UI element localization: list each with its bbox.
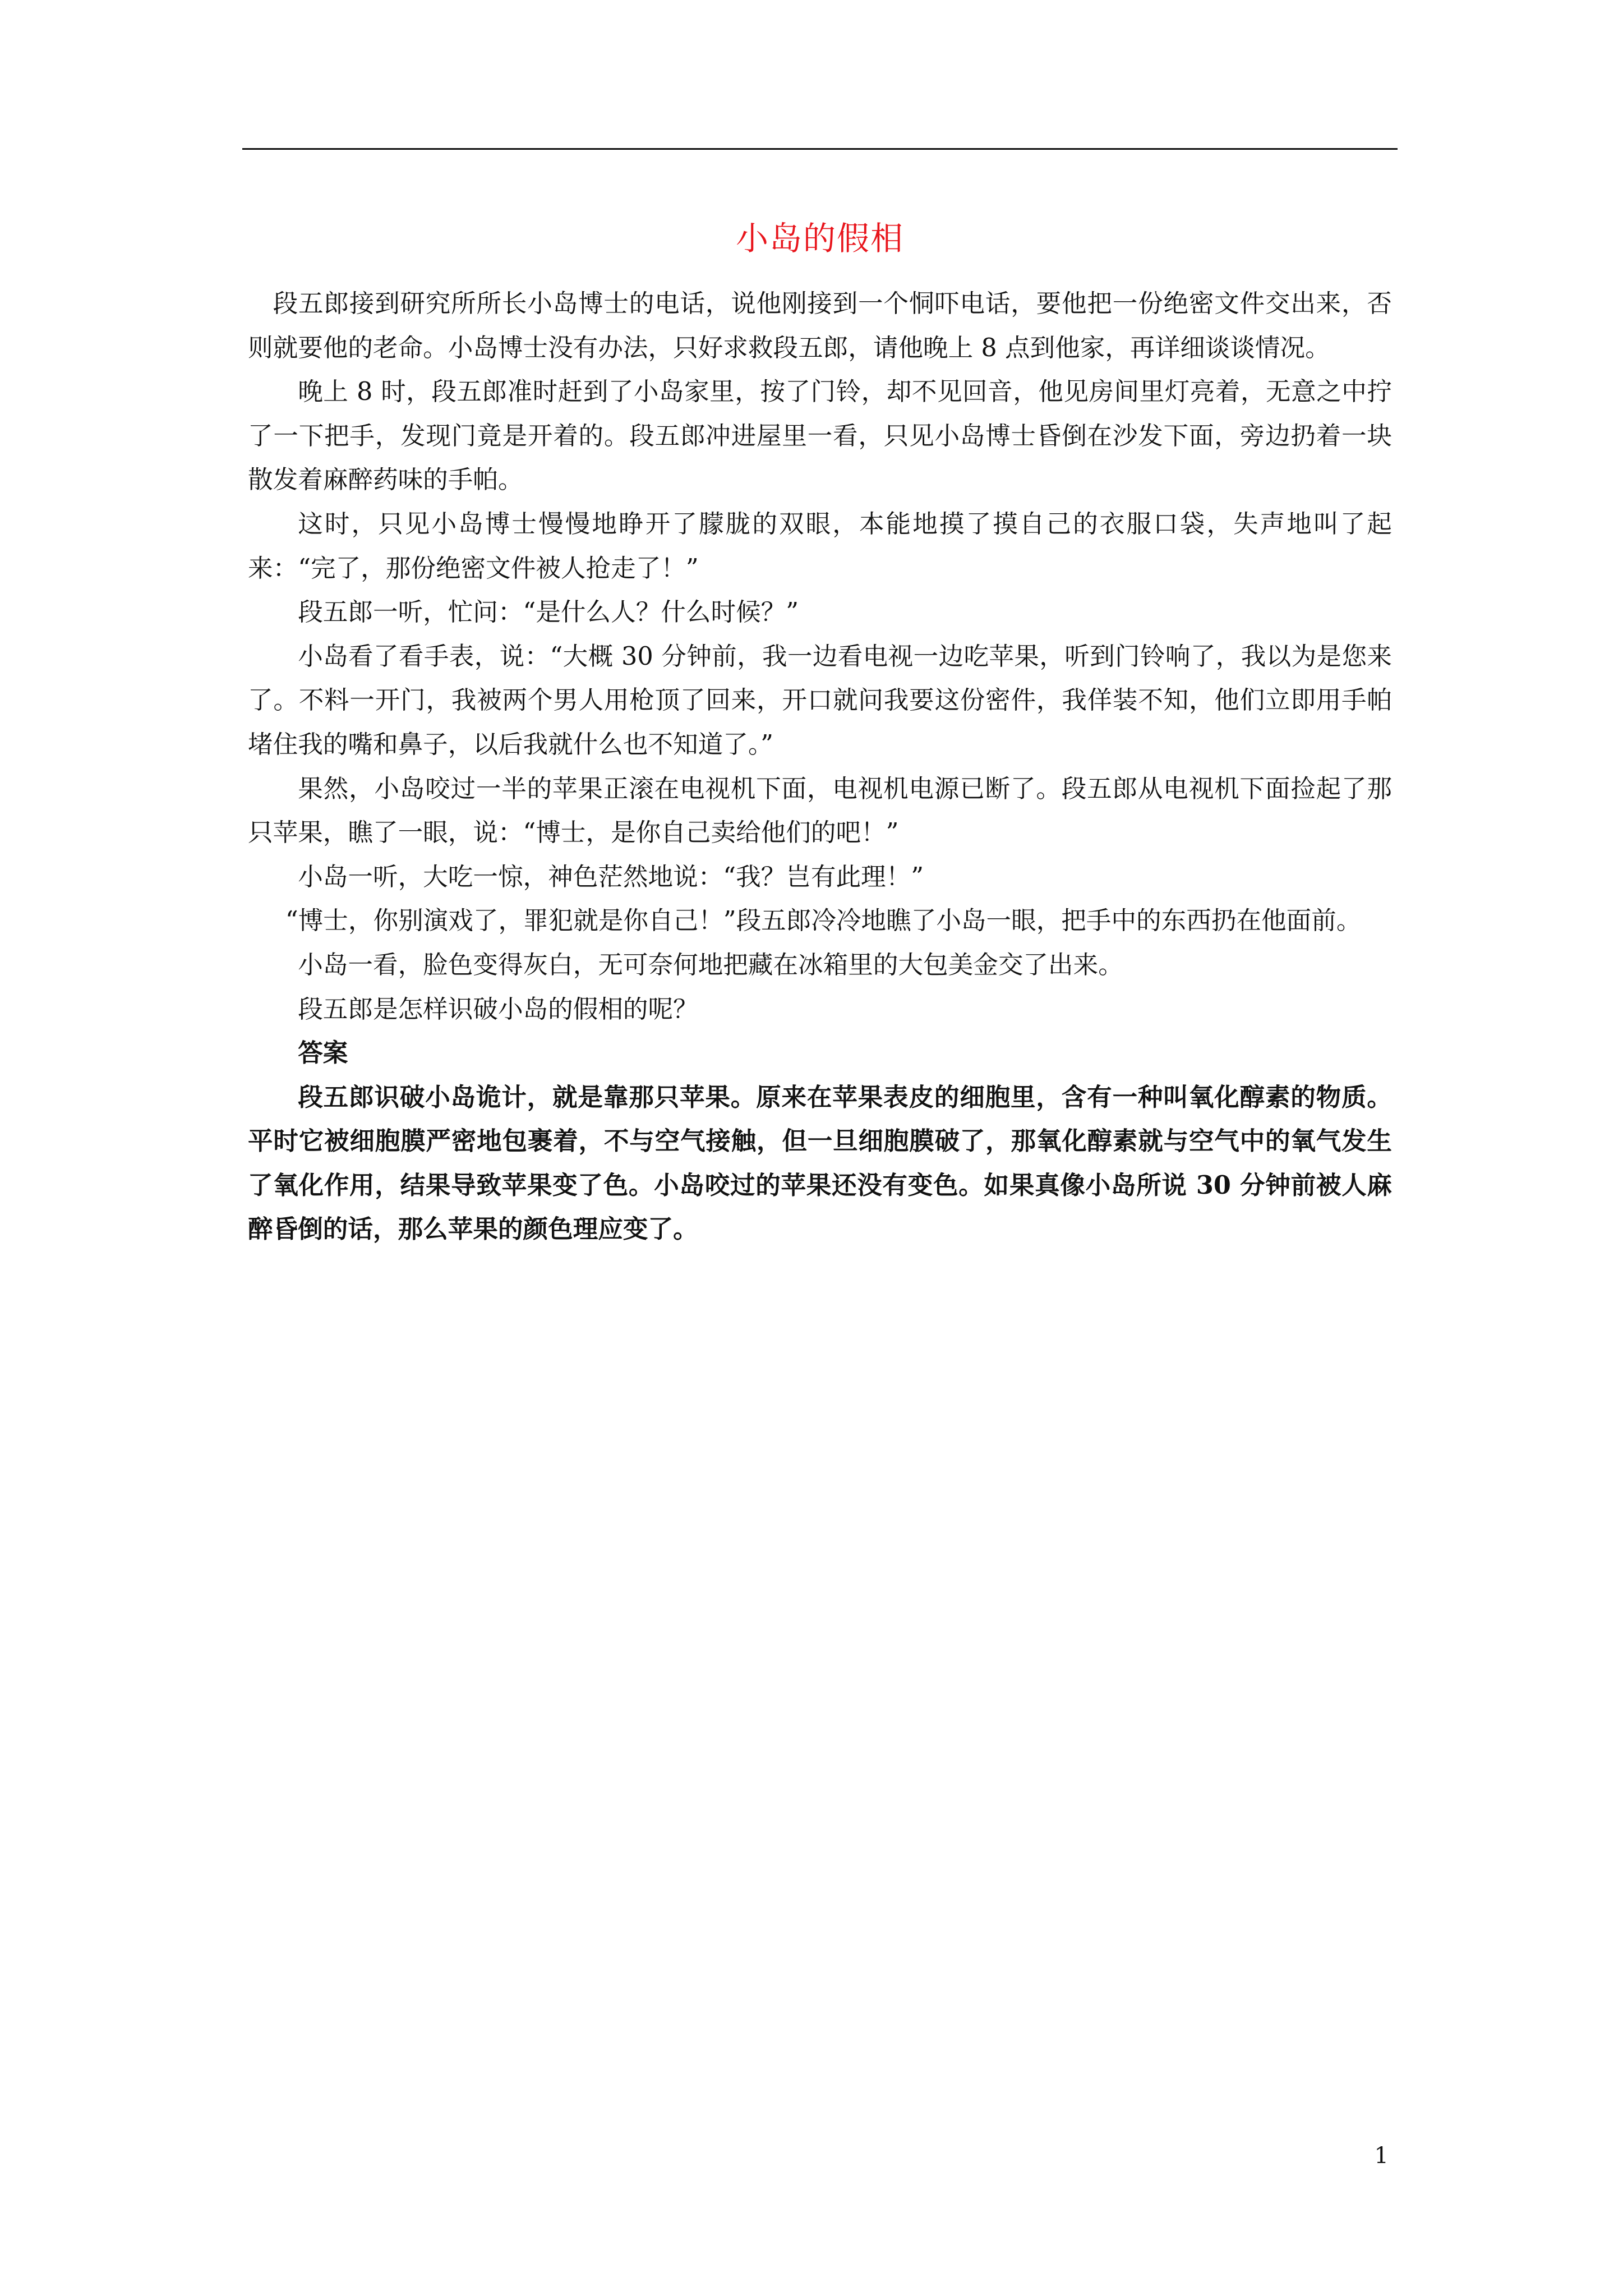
paragraph-9: 小岛一看，脸色变得灰白，无可奈何地把藏在冰箱里的大包美金交了出来。 [298,950,1123,979]
header-rule [242,148,1398,150]
paragraph-10: 段五郎是怎样识破小岛的假相的呢？ [298,994,698,1024]
paragraph-7: 小岛一听，大吃一惊，神色茫然地说：“我？岂有此理！” [298,862,924,891]
paragraph-6: 果然，小岛咬过一半的苹果正滚在电视机下面，电视机电源已断了。段五郎从电视机下面捡起了那只苹果，瞧了一眼，说：“博士，是你自己卖给他们的吧！” [248,774,1392,848]
answer-heading: 答案 [298,1038,348,1068]
paragraph-1: 段五郎接到研究所所长小岛博士的电话，说他刚接到一个恫吓电话，要他把一份绝密文件交出来，否则就要他的老命。小岛博士没有办法，只好求救段五郎，请他晚上 8 点到他家，再详细谈谈情况。 [248,289,1392,362]
page-number: 1 [1374,2143,1389,2169]
paragraph-3: 这时，只见小岛博士慢慢地睁开了朦胧的双眼，本能地摸了摸自己的衣服口袋，失声地叫了起来：“完了，那份绝密文件被人抢走了！” [248,509,1392,583]
answer-text: 段五郎识破小岛诡计，就是靠那只苹果。原来在苹果表皮的细胞里，含有一种叫氧化醇素的物质。平时它被细胞膜严密地包裹着，不与空气接触，但一旦细胞膜破了，那氧化醇素就与空气中的氧气发生了氧化作用，结果导致苹果变了色。小岛咬过的苹果还没有变色。如果真像小岛所说 30 分钟前被人麻醉昏倒的话，那么苹果的颜色理应变了。 [248,1082,1392,1244]
paragraph-8: “博士，你别演戏了，罪犯就是你自己！”段五郎冷冷地瞧了小岛一眼，把手中的东西扔在他面前。 [285,906,1362,936]
paragraph-4: 段五郎一听，忙问：“是什么人？什么时候？” [298,597,799,627]
document-title: 小岛的假相 [735,219,904,257]
document-body [248,282,1392,1251]
paragraph-5: 小岛看了看手表，说：“大概 30 分钟前，我一边看电视一边吃苹果，听到门铃响了，我以为是您来了。不料一开门，我被两个男人用枪顶了回来，开口就问我要这份密件，我佯装不知，他们立即用手帕堵住我的嘴和鼻子，以后我就什么也不知道了。” [248,641,1392,759]
paragraph-2: 晚上 8 时，段五郎准时赶到了小岛家里，按了门铃，却不见回音，他见房间里灯亮着，无意之中拧了一下把手，发现门竟是开着的。段五郎冲进屋里一看，只见小岛博士昏倒在沙发下面，旁边扔着一块散发着麻醉药味的手帕。 [248,377,1392,495]
